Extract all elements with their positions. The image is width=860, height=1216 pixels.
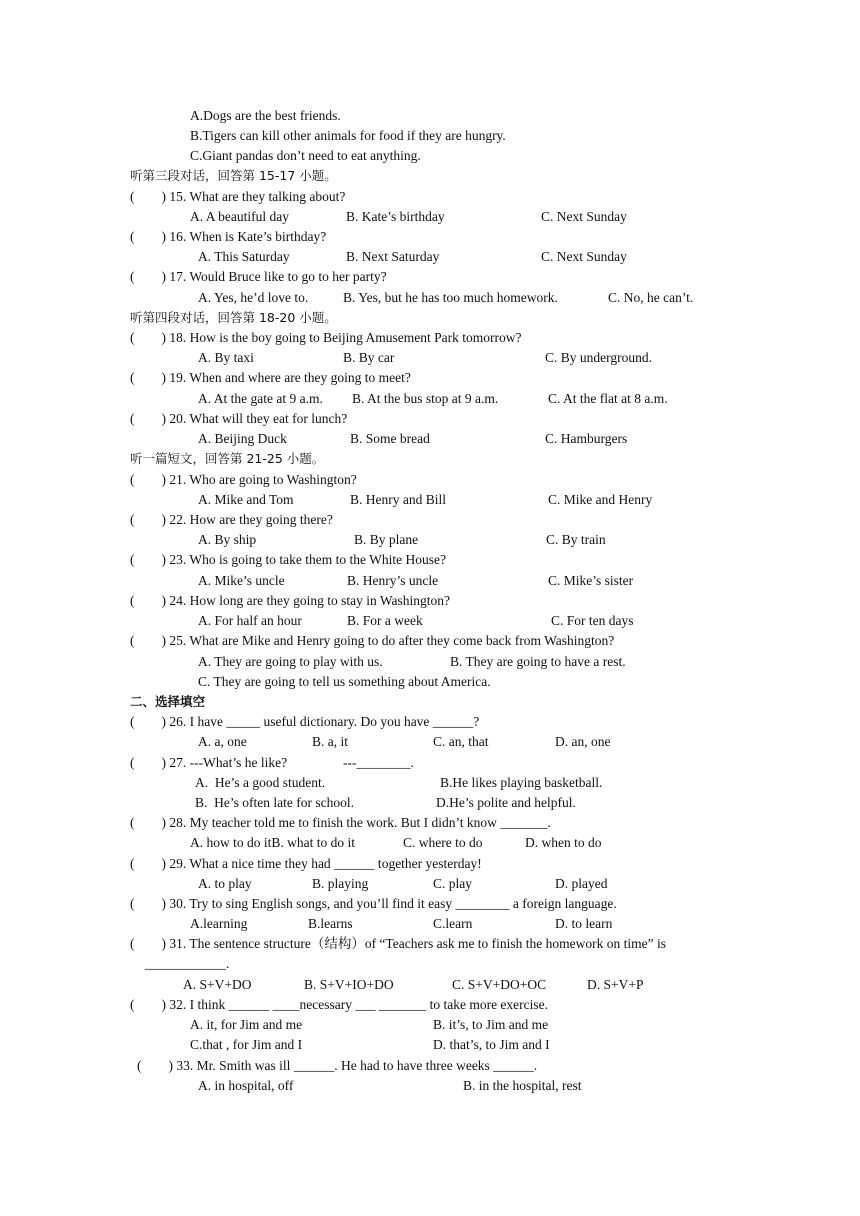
option-c: C. By train — [546, 532, 606, 547]
question-23: ( ) 23. Who is going to take them to the White House? — [130, 552, 446, 567]
option-c: C. Hamburgers — [545, 431, 628, 446]
question-27: ( ) 27. ---What’s he like? — [130, 755, 288, 770]
question-29: ( ) 29. What a nice time they had ______ together yesterday! — [130, 856, 482, 871]
section-instruction: 听第四段对话，回答第 18-20 小题。 — [130, 310, 337, 325]
option-a: A. By taxi — [198, 350, 254, 365]
option-b: B. At the bus stop at 9 a.m. — [352, 391, 499, 406]
option-b: B. By plane — [354, 532, 419, 547]
question-28: ( ) 28. My teacher told me to finish the work. But I didn’t know _______. — [130, 815, 551, 830]
question-17: ( ) 17. Would Bruce like to go to her party? — [130, 269, 387, 284]
section-instruction: 听第三段对话，回答第 15-17 小题。 — [130, 168, 337, 183]
question-31: ( ) 31. The sentence structure（结构）of “Teachers ask me to finish the homework on time” is — [130, 936, 667, 951]
option-b: B. For a week — [347, 613, 423, 628]
section-instruction: 听一篇短文，回答第 21-25 小题。 — [130, 451, 325, 466]
question-24: ( ) 24. How long are they going to stay in Washington? — [130, 593, 450, 608]
option-d: D. to learn — [555, 916, 613, 931]
option-c: C. Next Sunday — [541, 249, 627, 264]
option-c: C.that , for Jim and I — [190, 1037, 303, 1052]
option-a: A. a, one — [198, 734, 247, 749]
option-c: C. At the flat at 8 a.m. — [548, 391, 668, 406]
option-c: C. Mike’s sister — [548, 573, 634, 588]
option-c: C. an, that — [433, 734, 489, 749]
option-line: B.Tigers can kill other animals for food if they are hungry. — [190, 128, 506, 143]
option-c: C. S+V+DO+OC — [452, 977, 547, 992]
option-c: C. play — [433, 876, 472, 891]
option-b: B. a, it — [312, 734, 348, 749]
option-a: A. in hospital, off — [198, 1078, 294, 1093]
option-a: A. A beautiful day — [190, 209, 289, 224]
option-b: B. Next Saturday — [346, 249, 440, 264]
option-b: B.learns — [308, 916, 353, 931]
option-b: B. in the hospital, rest — [463, 1078, 582, 1093]
option-b: B. Yes, but he has too much homework. — [343, 290, 558, 305]
question-25: ( ) 25. What are Mike and Henry going to do after they come back from Washington? — [130, 633, 615, 648]
option-d: D. an, one — [555, 734, 611, 749]
option-d: D.He’s polite and helpful. — [436, 795, 576, 810]
option-a: A. This Saturday — [198, 249, 290, 264]
question-16: ( ) 16. When is Kate’s birthday? — [130, 229, 327, 244]
question-15: ( ) 15. What are they talking about? — [130, 189, 346, 204]
option-c: C. No, he can’t. — [608, 290, 694, 305]
option-a: A. They are going to play with us. — [198, 654, 383, 669]
option-c: C. Mike and Henry — [548, 492, 653, 507]
option-a: A. Beijing Duck — [198, 431, 287, 446]
option-c: C. They are going to tell us something about America. — [198, 674, 491, 689]
question-21: ( ) 21. Who are going to Washington? — [130, 472, 357, 487]
answer-blank: ---________. — [343, 755, 414, 770]
option-c: B. He’s often late for school. — [195, 795, 354, 810]
question-30: ( ) 30. Try to sing English songs, and you’ll find it easy ________ a foreign language. — [130, 896, 617, 911]
question-26: ( ) 26. I have _____ useful dictionary. Do you have ______? — [130, 714, 480, 729]
option-d: D. played — [555, 876, 608, 891]
option-line: A.Dogs are the best friends. — [190, 108, 341, 123]
option-a: A. Mike and Tom — [198, 492, 294, 507]
option-b: B. S+V+IO+DO — [304, 977, 394, 992]
option-a: A. Mike’s uncle — [198, 573, 285, 588]
option-a: A. to play — [198, 876, 252, 891]
option-b: B. Henry’s uncle — [347, 573, 439, 588]
question-20: ( ) 20. What will they eat for lunch? — [130, 411, 348, 426]
question-19: ( ) 19. When and where are they going to meet? — [130, 370, 411, 385]
option-c: C. Next Sunday — [541, 209, 627, 224]
option-a: A. it, for Jim and me — [190, 1017, 303, 1032]
option-a: A.learning — [190, 916, 248, 931]
question-33: ( ) 33. Mr. Smith was ill ______. He had to have three weeks ______. — [137, 1058, 538, 1073]
question-18: ( ) 18. How is the boy going to Beijing Amusement Park tomorrow? — [130, 330, 522, 345]
answer-blank: ____________. — [145, 956, 230, 971]
question-22: ( ) 22. How are they going there? — [130, 512, 333, 527]
option-b: B. They are going to have a rest. — [450, 654, 626, 669]
option-a: A. At the gate at 9 a.m. — [198, 391, 323, 406]
option-a: A. For half an hour — [198, 613, 302, 628]
option-b: B. Kate’s birthday — [346, 209, 445, 224]
option-b: B. By car — [343, 350, 395, 365]
option-d: D. that’s, to Jim and I — [433, 1037, 550, 1052]
option-d: D. S+V+P — [587, 977, 644, 992]
option-a: A. Yes, he’d love to. — [198, 290, 309, 305]
option-b: B. Some bread — [350, 431, 430, 446]
question-32: ( ) 32. I think ______ ____necessary ___ _______ to take more exercise. — [130, 997, 549, 1012]
option-c: C. By underground. — [545, 350, 652, 365]
option-d: D. when to do — [525, 835, 602, 850]
option-b: B. Henry and Bill — [350, 492, 446, 507]
option-b: B.He likes playing basketball. — [440, 775, 603, 790]
option-ab: A. how to do itB. what to do it — [190, 835, 355, 850]
option-c: C. For ten days — [551, 613, 634, 628]
option-line: C.Giant pandas don’t need to eat anything. — [190, 148, 421, 163]
option-b: B. playing — [312, 876, 369, 891]
option-a: A. He’s a good student. — [195, 775, 326, 790]
section-heading: 二、选择填空 — [130, 694, 206, 709]
option-c: C. where to do — [403, 835, 483, 850]
option-c: C.learn — [433, 916, 473, 931]
option-a: A. S+V+DO — [183, 977, 252, 992]
option-a: A. By ship — [198, 532, 257, 547]
option-b: B. it’s, to Jim and me — [433, 1017, 549, 1032]
